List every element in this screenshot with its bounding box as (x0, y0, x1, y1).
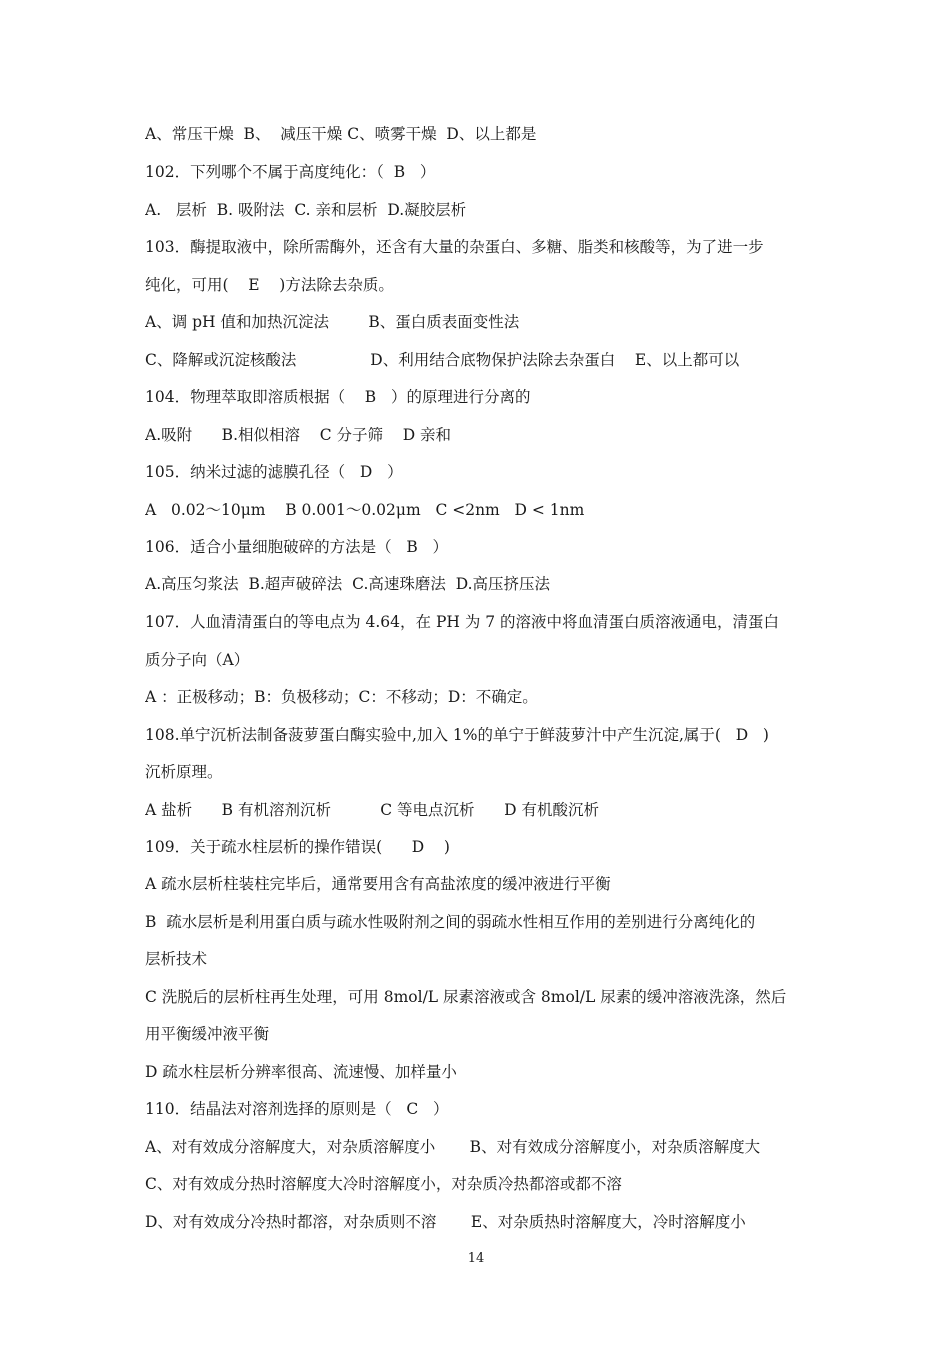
text-line: 109．关于疏水柱层析的操作错误( D ) (145, 838, 450, 856)
text-line: 108.单宁沉析法制备菠萝蛋白酶实验中,加入 1%的单宁于鲜菠萝汁中产生沉淀,属于( D ) (145, 726, 769, 744)
text-line: 104．物理萃取即溶质根据（ B ）的原理进行分离的 (145, 388, 531, 406)
page-number: 14 (467, 1251, 485, 1266)
text-line: A 盐析 B 有机溶剂沉析 C 等电点沉析 D 有机酸沉析 (145, 801, 599, 819)
text-line: A ：正极移动；B：负极移动；C：不移动；D：不确定。 (145, 688, 538, 706)
text-line: 105．纳米过滤的滤膜孔径（ D ） (145, 463, 403, 481)
text-line: A、常压干燥 B、 减压干燥 C、喷雾干燥 D、以上都是 (145, 125, 537, 143)
text-line: 110．结晶法对溶剂选择的原则是（ C ） (145, 1100, 449, 1118)
text-line: A、调 pH 值和加热沉淀法 B、蛋白质表面变性法 (145, 313, 520, 331)
text-line: 层析技术 (145, 950, 208, 968)
text-line: A.高压匀浆法 B.超声破碎法 C.高速珠磨法 D.高压挤压法 (145, 575, 551, 593)
text-line: 沉析原理。 (145, 763, 223, 781)
text-line: D 疏水柱层析分辨率很高、流速慢、加样量小 (145, 1063, 457, 1081)
text-line: A 0.02～10μm B 0.001～0.02μm C <2nm D < 1nm (145, 501, 585, 519)
text-line: D、对有效成分冷热时都溶，对杂质则不溶 E、对杂质热时溶解度大，冷时溶解度小 (145, 1213, 746, 1231)
text-line: C 洗脱后的层析柱再生处理，可用 8mol/L 尿素溶液或含 8mol/L 尿素的缓冲溶液洗涤，然后 (145, 988, 787, 1006)
text-line: 纯化，可用( E )方法除去杂质。 (145, 276, 394, 294)
text-line: A.吸附 B.相似相溶 C 分子筛 D 亲和 (145, 426, 452, 444)
text-line: 102．下列哪个不属于高度纯化：（ B ） (145, 163, 436, 181)
text-line: B 疏水层析是利用蛋白质与疏水性吸附剂之间的弱疏水性相互作用的差别进行分离纯化的 (145, 913, 756, 931)
text-line: A、对有效成分溶解度大，对杂质溶解度小 B、对有效成分溶解度小，对杂质溶解度大 (145, 1138, 761, 1156)
text-line: 用平衡缓冲液平衡 (145, 1025, 270, 1043)
text-line: A 疏水层析柱装柱完毕后，通常要用含有高盐浓度的缓冲液进行平衡 (145, 875, 611, 893)
text-line: 质分子向（A） (145, 651, 250, 669)
text-line: 103．酶提取液中，除所需酶外，还含有大量的杂蛋白、多糖、脂类和核酸等，为了进一步 (145, 238, 764, 256)
text-line: C、对有效成分热时溶解度大冷时溶解度小，对杂质冷热都溶或都不溶 (145, 1175, 622, 1193)
text-line: C、降解或沉淀核酸法 D、利用结合底物保护法除去杂蛋白 E、以上都可以 (145, 351, 740, 369)
text-line: 106．适合小量细胞破碎的方法是（ B ） (145, 538, 449, 556)
text-line: 107．人血清清蛋白的等电点为 4.64，在 PH 为 7 的溶液中将血清蛋白质溶液通电，清蛋白 (145, 613, 780, 631)
text-line: A. 层析 B. 吸附法 C. 亲和层析 D.凝胶层析 (145, 201, 467, 219)
